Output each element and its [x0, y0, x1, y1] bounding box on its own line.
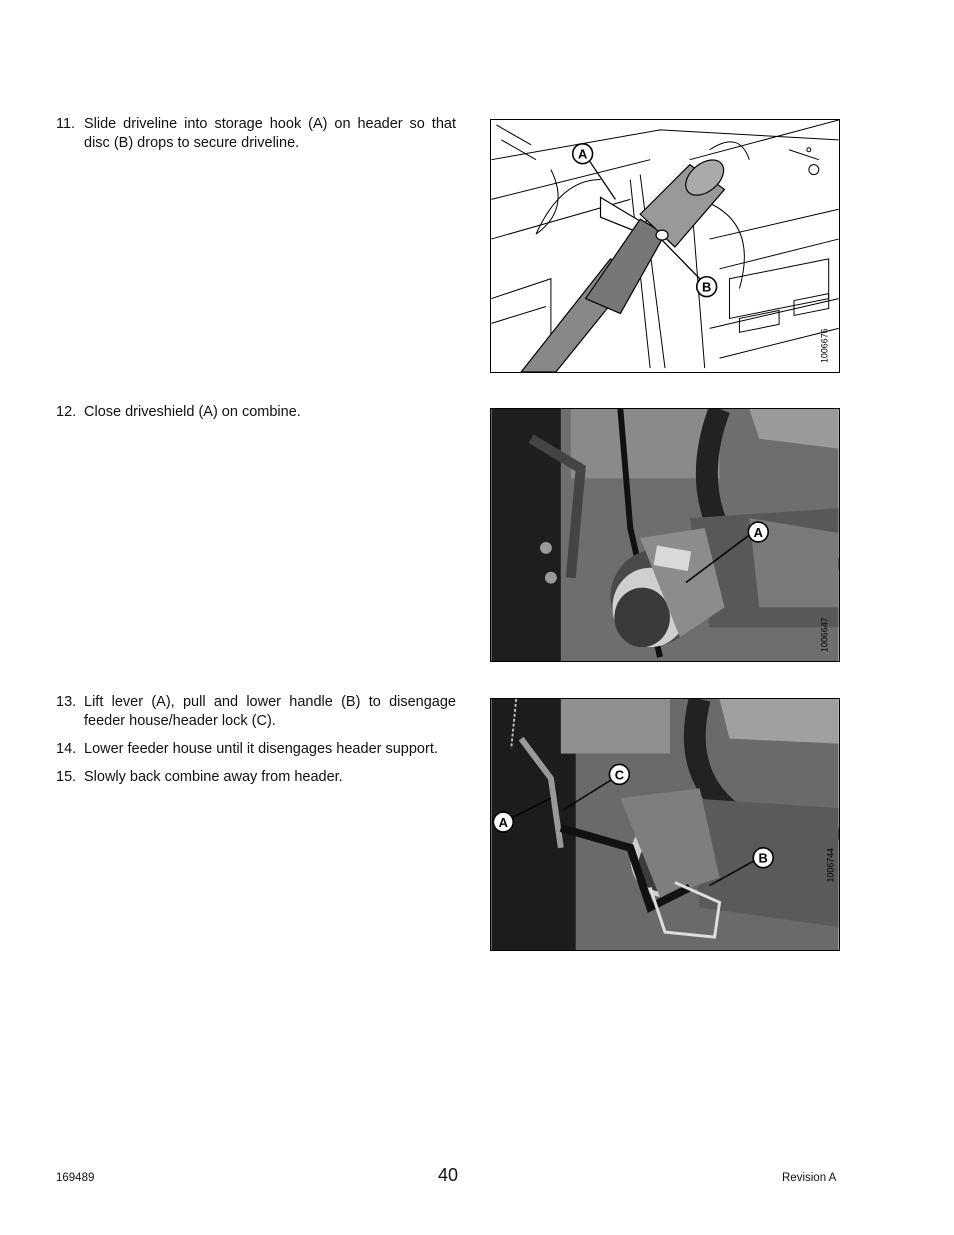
step-14	[56, 740, 456, 759]
figure-feeder-house-lock	[490, 698, 840, 951]
figure-driveshield	[490, 408, 840, 662]
svg-text:A: A	[498, 814, 508, 830]
svg-text:B: B	[758, 850, 768, 866]
doc-number: 169489	[56, 1172, 95, 1184]
callout-a	[748, 522, 768, 542]
step-12	[56, 403, 456, 422]
step-number: 11.	[56, 116, 76, 132]
feeder-house-lock-photo	[491, 699, 839, 950]
driveline-illustration	[491, 120, 839, 372]
step-text: Close driveshield (A) on combine.	[84, 404, 301, 420]
page-number: 40	[438, 1165, 459, 1185]
step-text: Lower feeder house until it disengages header support.	[84, 741, 438, 757]
figure-id: 1006676	[819, 328, 830, 364]
step-text: Lift lever (A), pull and lower handle (B) to disengage feeder house/header lock (C).	[84, 694, 456, 729]
figure-id: 1006744	[825, 847, 836, 883]
callout-b	[697, 277, 717, 297]
driveshield-photo	[491, 409, 839, 661]
step-number: 14.	[56, 741, 77, 757]
callout-c	[609, 764, 629, 784]
revision-label: Revision A	[782, 1172, 837, 1184]
step-number: 13.	[56, 694, 77, 710]
step-13	[56, 693, 456, 731]
callout-b	[753, 848, 773, 868]
step-number: 15.	[56, 769, 77, 785]
svg-text:A: A	[753, 524, 763, 540]
step-15	[56, 768, 456, 787]
callout-a	[573, 144, 593, 164]
svg-text:B: B	[702, 279, 712, 295]
callout-a	[493, 812, 513, 832]
svg-text:C: C	[614, 767, 625, 783]
step-text: Slowly back combine away from header.	[84, 769, 343, 785]
svg-text:A: A	[577, 146, 588, 162]
step-11	[56, 115, 456, 153]
figure-driveline-storage	[490, 119, 840, 373]
step-text: Slide driveline into storage hook (A) on header so that disc (B) drops to secure driveline.	[84, 116, 456, 151]
figure-id: 1006647	[819, 617, 830, 653]
step-number: 12.	[56, 404, 77, 420]
